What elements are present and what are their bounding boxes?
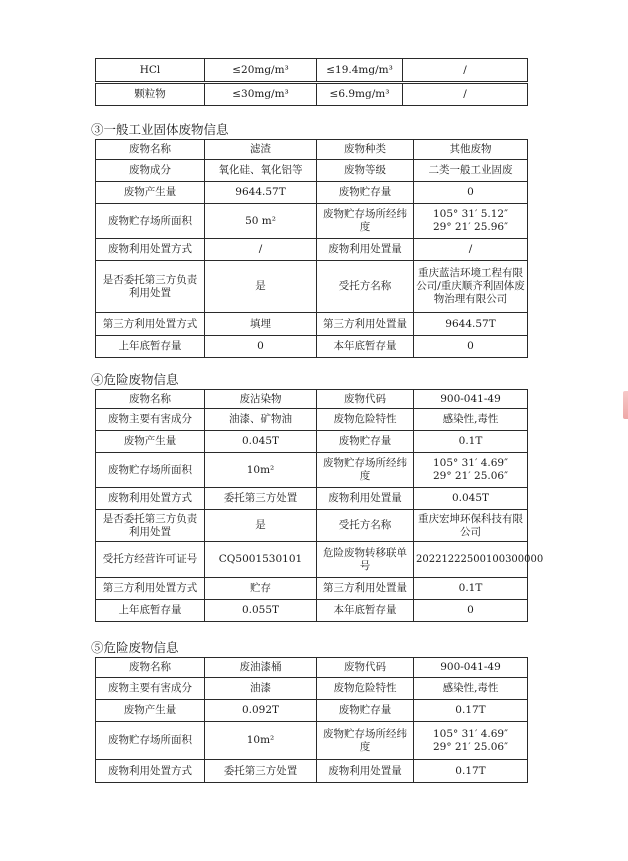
label-cell: 废物利用处置量 xyxy=(317,760,414,783)
label-cell: 废物产生量 xyxy=(96,182,205,204)
table-row xyxy=(96,83,528,106)
table-row xyxy=(96,160,528,182)
table-row xyxy=(96,722,528,760)
label-cell: 第三方利用处置方式 xyxy=(96,313,205,336)
label-cell: 第三方利用处置量 xyxy=(317,313,414,336)
value-cell: 感染性,毒性 xyxy=(414,678,528,700)
label-cell: 上年底暂存量 xyxy=(96,600,205,622)
longitude-text: 105° 31′ 4.69″ xyxy=(432,457,508,469)
table-row xyxy=(96,390,528,409)
value-cell: 9644.57T xyxy=(205,182,317,204)
value-cell: / xyxy=(414,239,528,261)
hazardous-waste-table-2 xyxy=(95,657,528,783)
label-cell: 废物种类 xyxy=(317,140,414,160)
latitude-text: 29° 21′ 25.06″ xyxy=(432,470,508,482)
hazardous-waste-table-1 xyxy=(95,389,544,622)
value-cell: 填埋 xyxy=(205,313,317,336)
label-cell: 第三方利用处置量 xyxy=(317,578,414,600)
value-cell: 氧化硅、氧化铝等 xyxy=(205,160,317,182)
coordinate-cell xyxy=(414,204,528,239)
value-cell: 委托第三方处置 xyxy=(205,488,317,510)
value-cell: 0 xyxy=(414,600,528,622)
label-cell: 废物贮存场所经纬度 xyxy=(317,453,414,488)
table-row xyxy=(96,313,528,336)
pollutant-cell: 颗粒物 xyxy=(96,83,205,106)
value-cell: 50 m² xyxy=(205,204,317,239)
limit-cell: ≤20mg/m³ xyxy=(205,59,317,83)
label-cell: 废物主要有害成分 xyxy=(96,409,205,431)
value-cell: 0.045T xyxy=(414,488,528,510)
value-cell: 其他废物 xyxy=(414,140,528,160)
table-row xyxy=(96,700,528,722)
table-row xyxy=(96,453,528,488)
other-cell: / xyxy=(403,83,528,106)
table-row xyxy=(96,488,528,510)
value-cell: 0.055T xyxy=(205,600,317,622)
table-row xyxy=(96,409,528,431)
value-cell: 油漆、矿物油 xyxy=(205,409,317,431)
value-cell: 0 xyxy=(414,182,528,204)
other-cell: / xyxy=(403,59,528,83)
value-cell: 感染性,毒性 xyxy=(414,409,528,431)
value-cell: 9644.57T xyxy=(414,313,528,336)
value-cell: 委托第三方处置 xyxy=(205,760,317,783)
table-row xyxy=(96,431,528,453)
table-row xyxy=(96,658,528,678)
label-cell: 废物利用处置方式 xyxy=(96,488,205,510)
value-cell: CQ5001530101 xyxy=(205,542,317,578)
measured-cell: ≤19.4mg/m³ xyxy=(317,59,403,83)
label-cell: 废物名称 xyxy=(96,658,205,678)
label-cell: 废物产生量 xyxy=(96,431,205,453)
coordinate-cell xyxy=(414,453,528,488)
label-cell: 上年底暂存量 xyxy=(96,336,205,358)
table-row xyxy=(96,204,528,239)
table-row xyxy=(96,182,528,204)
value-cell: 贮存 xyxy=(205,578,317,600)
section-title: ③一般工业固体废物信息 xyxy=(91,122,229,137)
table-row xyxy=(96,336,528,358)
label-cell: 废物利用处置量 xyxy=(317,488,414,510)
table-row xyxy=(96,59,528,83)
label-cell: 废物利用处置量 xyxy=(317,239,414,261)
seal-edge-mark xyxy=(623,391,628,419)
solid-waste-table xyxy=(95,139,528,358)
measured-cell: ≤6.9mg/m³ xyxy=(317,83,403,106)
label-cell: 废物危险特性 xyxy=(317,409,414,431)
value-cell: 0 xyxy=(205,336,317,358)
coordinate-cell xyxy=(414,722,528,760)
label-cell: 废物贮存场所经纬度 xyxy=(317,722,414,760)
label-cell: 是否委托第三方负责利用处置 xyxy=(96,510,205,542)
value-cell: 0.1T xyxy=(414,431,528,453)
label-cell: 受托方经营许可证号 xyxy=(96,542,205,578)
label-cell: 本年底暂存量 xyxy=(317,600,414,622)
label-cell: 危险废物转移联单号 xyxy=(317,542,414,578)
value-cell: 二类一般工业固废 xyxy=(414,160,528,182)
label-cell: 废物产生量 xyxy=(96,700,205,722)
label-cell: 废物贮存场所经纬度 xyxy=(317,204,414,239)
value-cell: 废沾染物 xyxy=(205,390,317,409)
label-cell: 第三方利用处置方式 xyxy=(96,578,205,600)
value-cell: 是 xyxy=(205,261,317,313)
value-cell: 0.17T xyxy=(414,700,528,722)
label-cell: 废物名称 xyxy=(96,140,205,160)
table-row xyxy=(96,510,528,542)
limit-cell: ≤30mg/m³ xyxy=(205,83,317,106)
label-cell: 废物贮存场所面积 xyxy=(96,453,205,488)
value-cell: 10m² xyxy=(205,453,317,488)
table-row xyxy=(96,578,528,600)
value-cell: 废油漆桶 xyxy=(205,658,317,678)
label-cell: 受托方名称 xyxy=(317,510,414,542)
longitude-text: 105° 31′ 5.12″ xyxy=(432,208,508,220)
latitude-text: 29° 21′ 25.06″ xyxy=(432,740,508,753)
label-cell: 废物名称 xyxy=(96,390,205,409)
section-title: ⑤危险废物信息 xyxy=(91,640,179,655)
label-cell: 废物代码 xyxy=(317,658,414,678)
emissions-table xyxy=(95,58,528,106)
value-cell: 0.17T xyxy=(414,760,528,783)
table-row xyxy=(96,140,528,160)
label-cell: 废物等级 xyxy=(317,160,414,182)
label-cell: 废物危险特性 xyxy=(317,678,414,700)
label-cell: 废物贮存量 xyxy=(317,431,414,453)
value-cell: 重庆蓝洁环境工程有限公司/重庆顺齐利固体废物治理有限公司 xyxy=(414,261,528,313)
label-cell: 废物贮存量 xyxy=(317,182,414,204)
label-cell: 废物利用处置方式 xyxy=(96,760,205,783)
longitude-text: 105° 31′ 4.69″ xyxy=(432,727,508,740)
table-row xyxy=(96,542,528,578)
pollutant-cell: HCl xyxy=(96,59,205,83)
value-cell: 0.045T xyxy=(205,431,317,453)
label-cell: 废物利用处置方式 xyxy=(96,239,205,261)
value-cell: 10m² xyxy=(205,722,317,760)
value-cell: 0.1T xyxy=(414,578,528,600)
label-cell: 本年底暂存量 xyxy=(317,336,414,358)
label-cell: 废物代码 xyxy=(317,390,414,409)
value-cell: / xyxy=(205,239,317,261)
label-cell: 废物成分 xyxy=(96,160,205,182)
value-cell: 0 xyxy=(414,336,528,358)
label-cell: 废物主要有害成分 xyxy=(96,678,205,700)
label-cell: 受托方名称 xyxy=(317,261,414,313)
label-cell: 是否委托第三方负责利用处置 xyxy=(96,261,205,313)
value-cell: 0.092T xyxy=(205,700,317,722)
value-cell: 900-041-49 xyxy=(414,390,528,409)
table-row xyxy=(96,760,528,783)
value-cell: 900-041-49 xyxy=(414,658,528,678)
value-cell: 油漆 xyxy=(205,678,317,700)
latitude-text: 29° 21′ 25.96″ xyxy=(432,221,508,233)
value-cell: 20221222500100300000 xyxy=(414,542,528,578)
value-cell: 滤渣 xyxy=(205,140,317,160)
label-cell: 废物贮存场所面积 xyxy=(96,722,205,760)
table-row xyxy=(96,261,528,313)
table-row xyxy=(96,239,528,261)
value-cell: 重庆宏坤环保科技有限公司 xyxy=(414,510,528,542)
table-row xyxy=(96,678,528,700)
value-cell: 是 xyxy=(205,510,317,542)
label-cell: 废物贮存量 xyxy=(317,700,414,722)
label-cell: 废物贮存场所面积 xyxy=(96,204,205,239)
table-row xyxy=(96,600,528,622)
section-title: ④危险废物信息 xyxy=(91,372,179,387)
